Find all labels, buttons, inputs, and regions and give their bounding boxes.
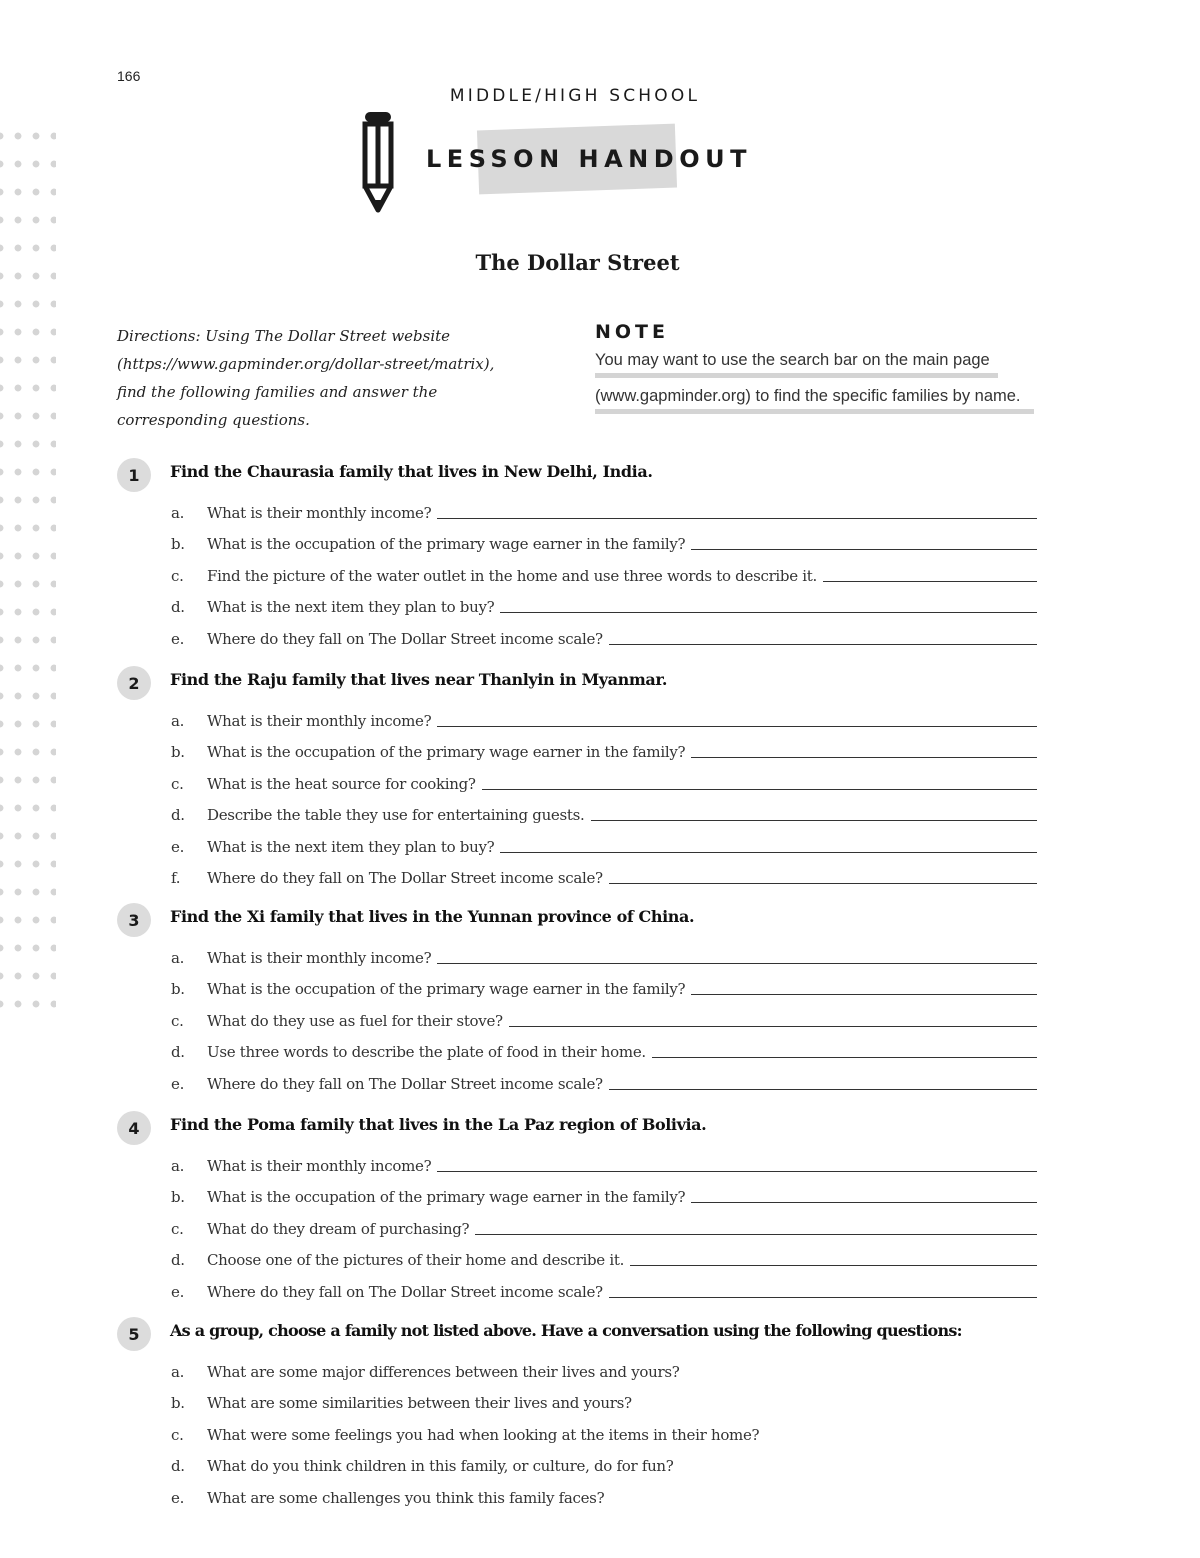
question-text: What do you think children in this family, or culture, do for fun? <box>207 1457 674 1475</box>
question-row <box>171 1444 1037 1476</box>
question-letter: b. <box>171 1188 185 1206</box>
question-row <box>171 1475 1037 1507</box>
question-row <box>171 1175 1037 1207</box>
question-row <box>171 998 1037 1030</box>
question-row <box>171 935 1037 967</box>
question-row <box>171 616 1037 648</box>
page-number: 166 <box>117 68 141 84</box>
note-heading: NOTE <box>595 321 669 343</box>
question-letter: d. <box>171 1251 185 1269</box>
question-letter: c. <box>171 566 184 585</box>
question-letter: a. <box>171 503 185 522</box>
question-text: Where do they fall on The Dollar Street income scale? <box>207 1282 603 1301</box>
question-text: What is their monthly income? <box>207 711 432 730</box>
question-letter: b. <box>171 743 185 761</box>
directions <box>117 322 577 434</box>
answer-line[interactable] <box>609 1089 1037 1090</box>
question-row <box>171 1412 1037 1444</box>
question-text: What were some feelings you had when looking at the items in their home? <box>207 1425 760 1444</box>
directions-line: find the following families and answer the <box>117 383 438 401</box>
question-row <box>171 553 1037 585</box>
question-section-1 <box>117 458 1037 648</box>
question-row <box>171 793 1037 825</box>
directions-line: corresponding questions. <box>117 411 310 429</box>
question-letter: e. <box>171 1488 185 1507</box>
answer-line[interactable] <box>652 1057 1037 1058</box>
question-text: What is the occupation of the primary wage earner in the family? <box>207 743 686 761</box>
question-text: What are some challenges you think this family faces? <box>207 1488 605 1507</box>
question-section-3 <box>117 903 1037 1093</box>
section-title: Find the Xi family that lives in the Yunnan province of China. <box>170 907 695 926</box>
question-text: What do they use as fuel for their stove? <box>207 1011 503 1030</box>
question-text: What is the occupation of the primary wage earner in the family? <box>207 980 686 998</box>
answer-line[interactable] <box>500 852 1037 853</box>
answer-line[interactable] <box>475 1234 1037 1235</box>
answer-line[interactable] <box>437 518 1037 519</box>
question-row <box>171 1349 1037 1381</box>
question-text: What is the occupation of the primary wage earner in the family? <box>207 1188 686 1206</box>
question-text: What are some major differences between their lives and yours? <box>207 1362 680 1381</box>
question-letter: b. <box>171 980 185 998</box>
question-letter: d. <box>171 598 185 616</box>
question-section-4 <box>117 1111 1037 1301</box>
question-section-5 <box>117 1317 1037 1507</box>
section-title: Find the Poma family that lives in the La Paz region of Bolivia. <box>170 1115 707 1134</box>
question-text: Describe the table they use for entertaining guests. <box>207 806 585 824</box>
question-letter: e. <box>171 837 185 856</box>
question-row <box>171 585 1037 617</box>
answer-line[interactable] <box>691 994 1037 995</box>
question-text: What is the occupation of the primary wage earner in the family? <box>207 535 686 553</box>
question-text: What do they dream of purchasing? <box>207 1219 470 1238</box>
question-row <box>171 698 1037 730</box>
question-row <box>171 1061 1037 1093</box>
answer-line[interactable] <box>591 820 1038 821</box>
question-letter: e. <box>171 1282 185 1301</box>
answer-line[interactable] <box>482 789 1037 790</box>
question-row <box>171 824 1037 856</box>
answer-line[interactable] <box>609 644 1037 645</box>
question-letter: e. <box>171 1074 185 1093</box>
question-letter: d. <box>171 1457 185 1475</box>
question-letter: a. <box>171 711 185 730</box>
question-row <box>171 967 1037 999</box>
answer-line[interactable] <box>691 1202 1037 1203</box>
answer-line[interactable] <box>691 757 1037 758</box>
question-letter: c. <box>171 1425 184 1444</box>
question-letter: b. <box>171 1394 185 1412</box>
question-letter: c. <box>171 774 184 793</box>
question-text: What is the next item they plan to buy? <box>207 598 495 616</box>
section-number-badge: 2 <box>117 666 151 700</box>
section-number-badge: 3 <box>117 903 151 937</box>
question-letter: b. <box>171 535 185 553</box>
question-row <box>171 761 1037 793</box>
header-subtitle: MIDDLE/HIGH SCHOOL <box>449 86 701 106</box>
section-title: Find the Raju family that lives near Thanlyin in Myanmar. <box>170 670 668 689</box>
question-row <box>171 490 1037 522</box>
question-letter: e. <box>171 629 185 648</box>
question-text: Where do they fall on The Dollar Street income scale? <box>207 869 603 887</box>
question-text: Choose one of the pictures of their home and describe it. <box>207 1251 625 1269</box>
answer-line[interactable] <box>437 1171 1037 1172</box>
question-row <box>171 1269 1037 1301</box>
question-text: What is their monthly income? <box>207 948 432 967</box>
question-row <box>171 1143 1037 1175</box>
section-number-badge: 5 <box>117 1317 151 1351</box>
question-row <box>171 856 1037 888</box>
question-text: Where do they fall on The Dollar Street income scale? <box>207 1074 603 1093</box>
section-title: Find the Chaurasia family that lives in New Delhi, India. <box>170 462 653 481</box>
question-row <box>171 522 1037 554</box>
question-text: What is their monthly income? <box>207 1156 432 1175</box>
question-letter: a. <box>171 948 185 967</box>
question-row <box>171 1030 1037 1062</box>
question-letter: d. <box>171 806 185 824</box>
section-number-badge: 4 <box>117 1111 151 1145</box>
section-number-badge: 1 <box>117 458 151 492</box>
question-letter: a. <box>171 1362 185 1381</box>
question-row <box>171 730 1037 762</box>
question-row <box>171 1238 1037 1270</box>
question-text: What is the next item they plan to buy? <box>207 837 495 856</box>
question-text: What is the heat source for cooking? <box>207 774 476 793</box>
question-letter: a. <box>171 1156 185 1175</box>
question-letter: c. <box>171 1219 184 1238</box>
question-letter: d. <box>171 1043 185 1061</box>
pencil-icon <box>358 110 398 214</box>
header-title: LESSON HANDOUT <box>426 145 752 173</box>
question-text: Where do they fall on The Dollar Street income scale? <box>207 629 603 648</box>
answer-line[interactable] <box>609 1297 1037 1298</box>
answer-line[interactable] <box>630 1265 1037 1266</box>
question-text: What is their monthly income? <box>207 503 432 522</box>
directions-line: (https://www.gapminder.org/dollar-street/matrix), <box>117 355 495 373</box>
answer-line[interactable] <box>437 963 1037 964</box>
question-letter: c. <box>171 1011 184 1030</box>
note-line: (www.gapminder.org) to find the specific families by name. <box>595 387 1034 414</box>
question-text: What are some similarities between their lives and yours? <box>207 1394 632 1412</box>
note-line: You may want to use the search bar on the main page <box>595 351 998 378</box>
answer-line[interactable] <box>509 1026 1037 1027</box>
directions-line: Directions: Using The Dollar Street website <box>117 327 451 345</box>
question-row <box>171 1206 1037 1238</box>
question-letter: f. <box>171 869 181 887</box>
answer-line[interactable] <box>823 581 1037 582</box>
question-row <box>171 1381 1037 1413</box>
question-text: Find the picture of the water outlet in the home and use three words to describe it. <box>207 566 817 585</box>
answer-line[interactable] <box>609 883 1037 884</box>
answer-line[interactable] <box>500 612 1037 613</box>
document-title: The Dollar Street <box>475 250 680 275</box>
section-title: As a group, choose a family not listed above. Have a conversation using the following questions: <box>170 1321 962 1340</box>
answer-line[interactable] <box>437 726 1037 727</box>
answer-line[interactable] <box>691 549 1037 550</box>
question-text: Use three words to describe the plate of food in their home. <box>207 1043 646 1061</box>
question-section-2 <box>117 666 1037 887</box>
